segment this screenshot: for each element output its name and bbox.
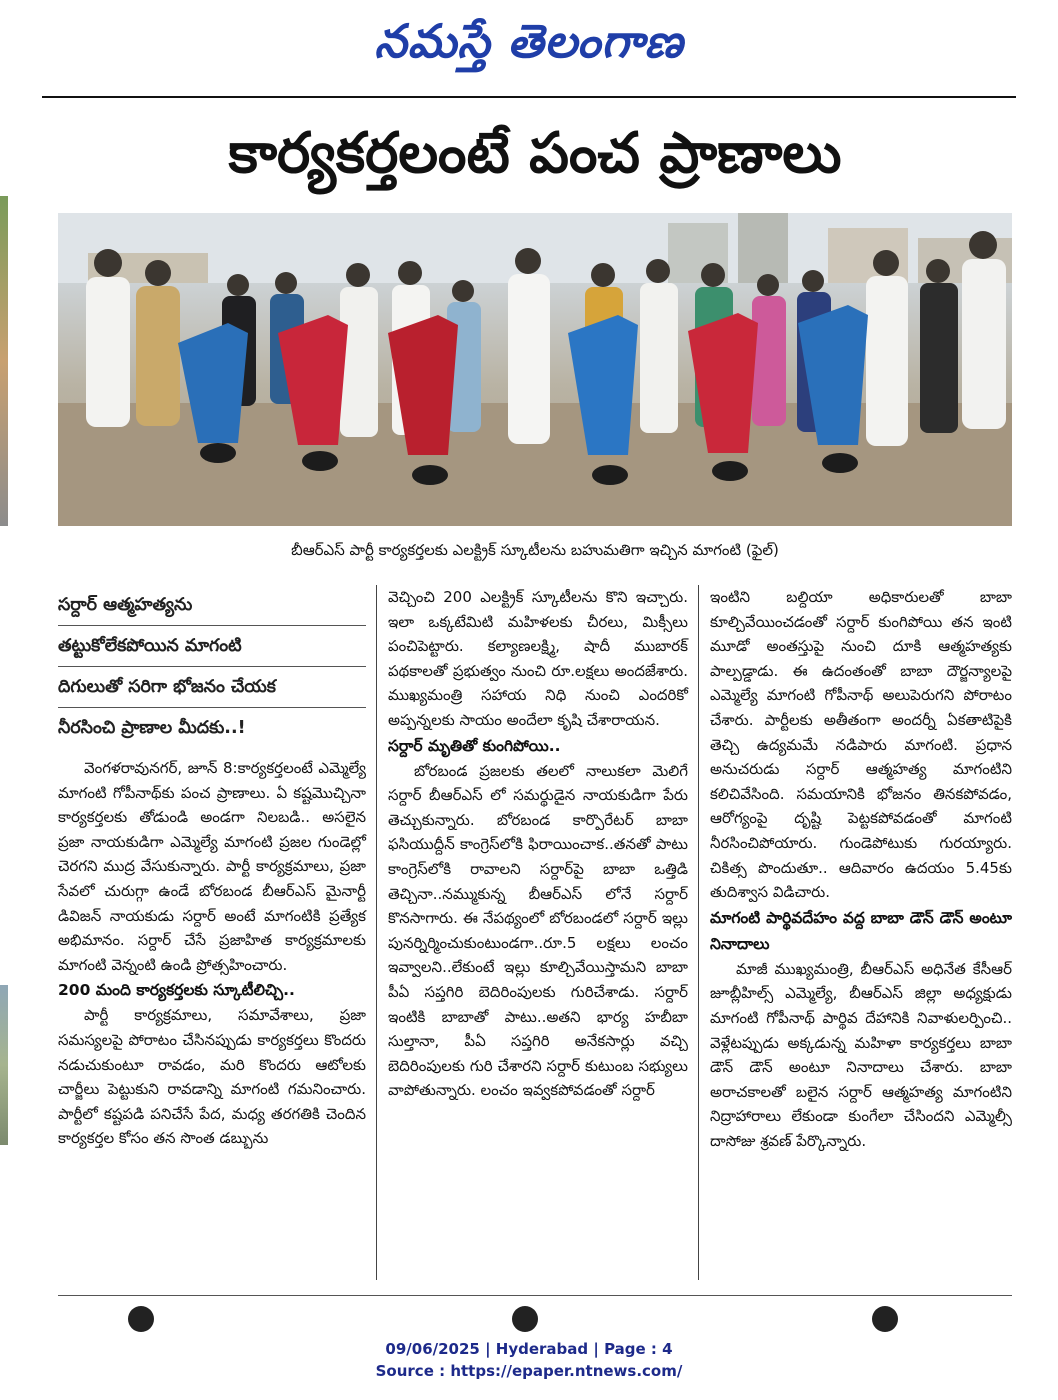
article-paragraph: పార్టీ కార్యక్రమాలు, సమావేశాలు, ప్రజా సమస్యలపై పోరాటం చేసినప్పుడు కార్యకర్తలు కొందరు నడుచుకుంటూ రావడం, మరి కొందరు ఆటోలకు చార్జీలు పెట్టుకుని రావడాన్ని మాగంటి గమనించారు. పార్టీలో కష్టపడి పనిచేసే పేద, మధ్య తరగతికి చెందిన కార్యకర్తల కోసం తన సొంత డబ్బును bbox=[58, 1006, 366, 1148]
column-divider-1 bbox=[376, 585, 377, 1280]
adjacent-page-photo-edge-lower bbox=[0, 985, 8, 1145]
subhead-line-1: సర్దార్ ఆత్మహత్యను bbox=[58, 585, 366, 626]
section-kicker: 200 మంది కార్యకర్తలకు స్కూటీలిచ్చి.. bbox=[58, 981, 295, 1000]
subhead-line-4: నీరసించి ప్రాణాల మీదకు..! bbox=[58, 718, 246, 738]
article-paragraph: ఇంటిని బల్దియా అధికారులతో బాబా కూల్చివేయించడంతో సర్దార్ కుంగిపోయి తన ఇంటి మూడో అంతస్తుపై నుంచి దూకి ఆత్మహత్యకు పాల్పడ్డాడు. ఈ ఉదంతంతో బాబా దౌర్జన్యాలపై ఎమ్మెల్యే మాగంటి గోపీనాథ్ అలుపెరుగని పోరాటం చేశారు. పార్టీలకు అతీతంగా అందర్నీ ఏకతాటిపైకి తెచ్చి ఉద్యమమే నడిపారు మాగంటి. ప్రధాన అనుచరుడు సర్దార్ ఆత్మహత్య మాగంటిని కలిచివేసింది. సమయానికి భోజనం తినకపోవడం, ఆరోగ్యంపై దృష్టి పెట్టకపోవడంతో మాగంటి నీరసించిపోయారు. గుండెపోటుకు గురయ్యారు. చికిత్స పొందుతూ.. ఆదివారం ఉదయం 5.45కు తుదిశ్వాస విడిచారు. bbox=[710, 588, 1012, 902]
adjacent-page-photo-edge bbox=[0, 196, 8, 526]
article-paragraph: వెంగళరావునగర్, జూన్ 8:కార్యకర్తలంటే ఎమ్మెల్యే మాగంటి గోపీనాథ్‌కు పంచ ప్రాణాలు. ఏ కష్టమొచ్చినా కార్యకర్తలకు తోడుండి అండగా నిలబడి.. అసలైన ప్రజా నాయకుడిగా ఎమ్మెల్యే మాగంటి ప్రజల గుండెల్లో చెరగని ముద్ర వేసుకున్నారు. పార్టీ కార్యక్రమాలు, ప్రజా సేవలో చురుగ్గా ఉండే బోరబండ బీఆర్‌ఎస్ మైనార్టీ డివిజన్ నాయకుడు సర్దార్ అంటే మాగంటికి ప్రత్యేక అభిమానం. సర్దార్ చేసే ప్రజాహిత కార్యక్రమాలకు మాగంటి వెన్నంటి ఉండి ప్రోత్సహించారు. bbox=[58, 759, 366, 974]
article-paragraph: బోరబండ ప్రజలకు తలలో నాలుకలా మెలిగే సర్దార్ బీఆర్‌ఎస్ లో సమర్థుడైన నాయకుడిగా పేరు తెచ్చుకున్నారు. బోరబండ కార్పొరేటర్ బాబా ఫసియుద్దీన్ కాంగ్రెస్‌లోకి ఫిరాయించాక..తనతో పాటు కాంగ్రెస్‌లోకి రావాలని సర్దార్‌పై బాబా ఒత్తిడి తెచ్చినా..నమ్ముకున్న బీఆర్‌ఎస్ లోనే సర్దార్ కొనసాగారు. ఈ నేపథ్యంలో బోరబండలో సర్దార్ ఇల్లు పునర్నిర్మించుకుంటుండగా..రూ.5 లక్షలు లంచం ఇవ్వాలని..లేకుంటే ఇల్లు కూల్చివేయిస్తామని బాబా పీఏ సప్తగిరి బెదిరింపులకు గురిచేశాడు. సర్దార్ ఇంటికి బాబాతో పాటు..అతని భార్య హబీబా సుల్తానా, పీఏ సప్తగిరి అనేకసార్లు వచ్చి బెదిరింపులకు గురి చేశారని సర్దార్ కుటుంబ సభ్యులు వాపోతున్నారు. లంచం ఇవ్వకపోవడంతో సర్దార్ bbox=[388, 761, 688, 1100]
subhead-line-3: దిగులుతో సరిగా భోజనం చేయక bbox=[58, 667, 366, 708]
footer-date-edition: 09/06/2025 | Hyderabad | Page : 4 bbox=[385, 1340, 673, 1358]
article-column-1 bbox=[58, 585, 366, 1151]
photo-illustration bbox=[58, 213, 1012, 526]
photo-caption: బీఆర్‌ఎస్ పార్టీ కార్యకర్తలకు ఎలక్ట్రిక్ స్కూటీలను బహుమతిగా ఇచ్చిన మాగంటి (ఫైల్) bbox=[291, 541, 779, 559]
page-marker-dot bbox=[128, 1306, 154, 1332]
article-headline: కార్యకర్తలంటే పంచ ప్రాణాలు bbox=[228, 121, 842, 186]
page-marker-dot bbox=[512, 1306, 538, 1332]
article-column-3 bbox=[710, 585, 1012, 1153]
article-photo bbox=[58, 213, 1012, 526]
section-kicker: మాగంటి పార్థివదేహం వద్ద బాబా డౌన్ డౌన్ అంటూ నినాదాలు bbox=[710, 908, 1012, 953]
footer-source-link[interactable]: Source : https://epaper.ntnews.com/ bbox=[375, 1362, 683, 1380]
page-marker-dot bbox=[872, 1306, 898, 1332]
section-kicker: సర్దార్ మృతితో కుంగిపోయి.. bbox=[388, 736, 561, 755]
subhead-line-2: తట్టుకోలేకపోయిన మాగంటి bbox=[58, 626, 366, 667]
newspaper-masthead: నమస్తే తెలంగాణ bbox=[374, 14, 684, 68]
epaper-footer bbox=[0, 1338, 1058, 1382]
column-divider-2 bbox=[698, 585, 699, 1280]
article-paragraph: వెచ్చించి 200 ఎలక్ట్రిక్ స్కూటీలను కొని ఇచ్చారు. ఇలా ఒక్కటేమిటి మహిళలకు చీరలు, మిక్సీలు పంచిపెట్టారు. కల్యాణలక్ష్మి, షాదీ ముబారక్ పథకాలతో ప్రభుత్వం నుంచి రూ.లక్షలు అందజేశారు. ముఖ్యమంత్రి సహాయ నిధి నుంచి ఎందరికో అప్పన్నలకు సాయం అందేలా కృషి చేశారాయన. bbox=[388, 588, 688, 729]
article-column-2 bbox=[388, 585, 688, 1103]
article-paragraph: మాజీ ముఖ్యమంత్రి, బీఆర్‌ఎస్ అధినేత కేసీఆర్ జూబ్లీహిల్స్ ఎమ్మెల్యే, బీఆర్‌ఎస్ జిల్లా అధ్యక్షుడు మాగంటి గోపీనాథ్ పార్థివ దేహానికి నివాళులర్పించి.. వెళ్లేటప్పుడు అక్కడున్న మహిళా కార్యకర్తలు బాబా డౌన్ డౌన్ అంటూ నినాదాలు చేశారు. బాబా అరాచకాలతో బలైన సర్దార్ ఆత్మహత్య మాగంటిని నిద్రాహారాలు లేకుండా కుంగేలా చేసిందని ఎమ్మెల్సీ దాసోజు శ్రవణ్ పేర్కొన్నారు. bbox=[710, 959, 1012, 1150]
masthead-divider bbox=[42, 96, 1016, 98]
page-bottom-rule bbox=[58, 1295, 1012, 1296]
